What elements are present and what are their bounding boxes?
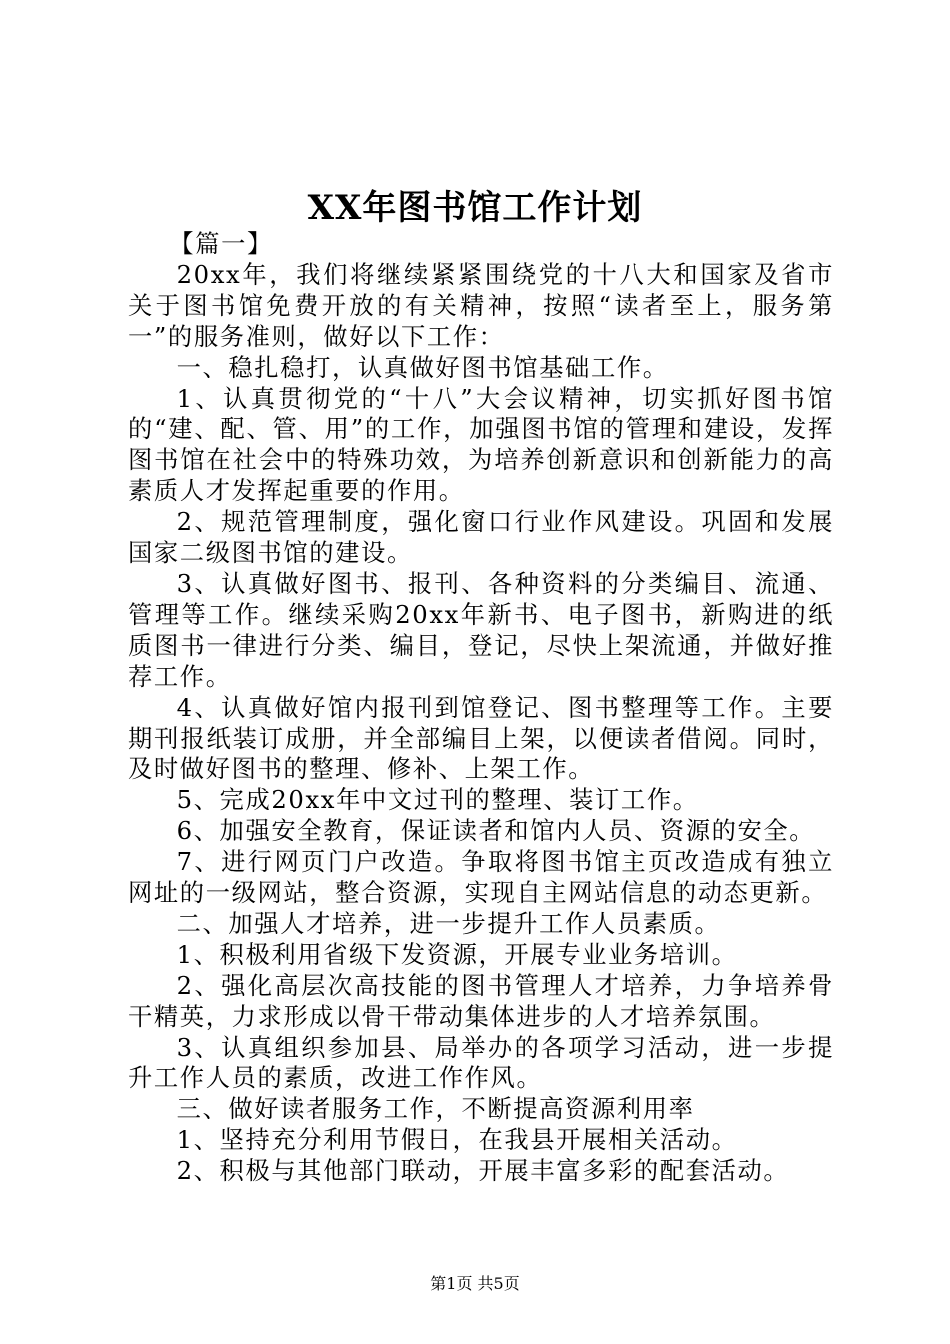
section-label: 【篇一】 [169,229,273,258]
item-1-6: 6、加强安全教育，保证读者和馆内人员、资源的安全。 [176,816,816,846]
item-1-3: 3、认真做好图书、报刊、各种资料的分类编目、流通、管理等工作。继续采购20xx年新书、电子图书，新购进的纸质图书一律进行分类、编目，登记，尽快上架流通，并做好推荐工作。 [128,568,834,691]
item-1-4: 4、认真做好馆内报刊到馆登记、图书整理等工作。主要期刊报纸装订成册，并全部编目上架，以便读者借阅。同时，及时做好图书的整理、修补、上架工作。 [128,692,834,784]
item-3-1: 1、坚持充分利用节假日，在我县开展相关活动。 [176,1125,738,1155]
item-1-2: 2、规范管理制度，强化窗口行业作风建设。巩固和发展国家二级图书馆的建设。 [128,507,834,568]
page-number-footer: 第1页 共5页 [430,1274,520,1293]
item-2-1: 1、积极利用省级下发资源，开展专业业务培训。 [176,939,738,969]
item-1-5: 5、完成20xx年中文过刊的整理、装订工作。 [176,785,699,815]
item-2-3: 3、认真组织参加县、局举办的各项学习活动，进一步提升工作人员的素质，改进工作作风。 [128,1032,834,1093]
item-2-2: 2、强化高层次高技能的图书管理人才培养，力争培养骨干精英，力求形成以骨干带动集体进步的人才培养氛围。 [128,970,834,1031]
heading-three: 三、做好读者服务工作，不断提高资源利用率 [176,1094,695,1124]
heading-one: 一、稳扎稳打，认真做好图书馆基础工作。 [176,352,669,382]
document-body [128,229,834,1187]
document-title: XX年图书馆工作计划 [307,188,643,228]
item-1-1: 1、认真贯彻党的“十八”大会议精神，切实抓好图书馆的“建、配、管、用”的工作，加强图书馆的管理和建设，发挥图书馆在社会中的特殊功效，为培养创新意识和创新能力的高素质人才发挥起重要的作用。 [128,383,834,506]
item-1-7: 7、进行网页门户改造。争取将图书馆主页改造成有独立网址的一级网站，整合资源，实现自主网站信息的动态更新。 [128,847,834,908]
item-3-2: 2、积极与其他部门联动，开展丰富多彩的配套活动。 [176,1156,790,1186]
intro-paragraph: 20xx年，我们将继续紧紧围绕党的十八大和国家及省市关于图书馆免费开放的有关精神，按照“读者至上，服务第一”的服务准则，做好以下工作： [128,259,834,351]
heading-two: 二、加强人才培养，进一步提升工作人员素质。 [176,908,721,938]
